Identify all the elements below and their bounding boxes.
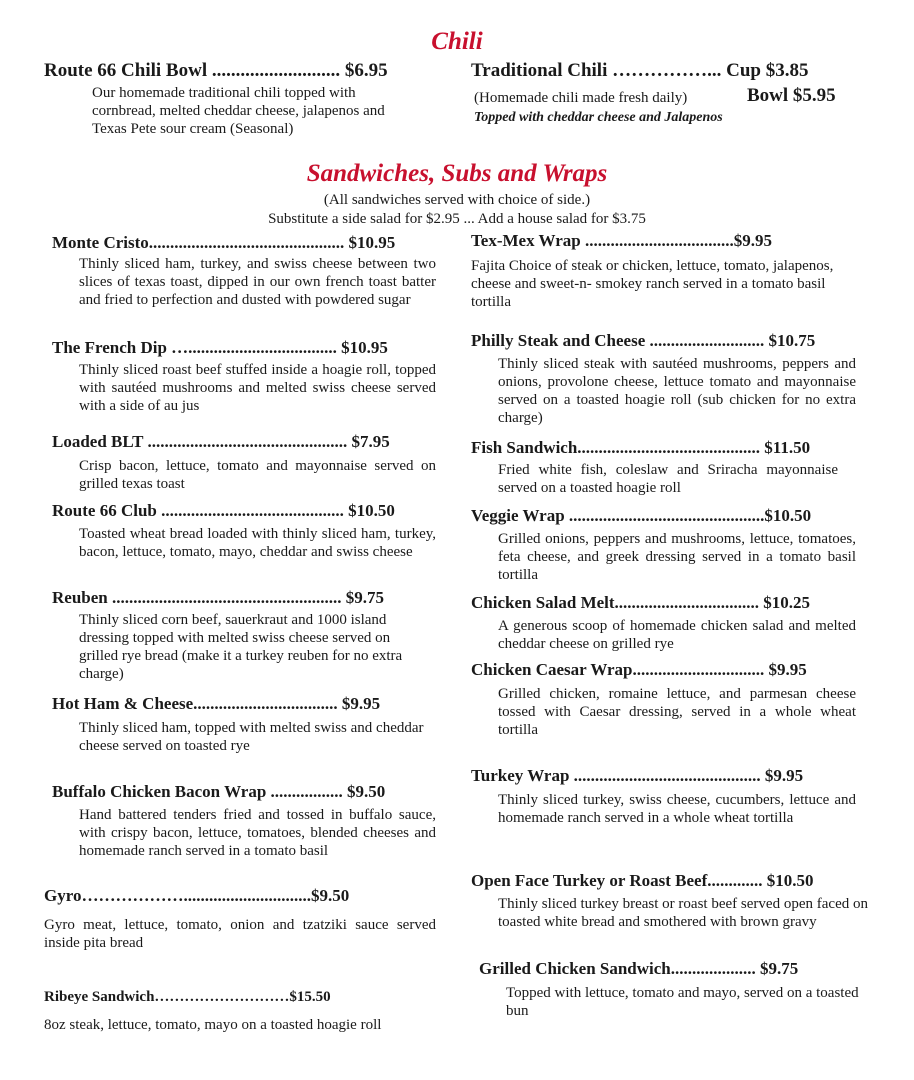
menu-item-desc: 8oz steak, lettuce, tomato, mayo on a toasted hoagie roll xyxy=(44,1017,382,1033)
menu-item-title: Loaded BLT ............................................... $7.95 xyxy=(52,432,390,451)
traditional-chili-bowl-price: Bowl $5.95 xyxy=(747,85,836,106)
menu-item-title: Fish Sandwich........................................... $11.50 xyxy=(471,438,811,457)
menu-item-desc: Crisp bacon, lettuce, tomato and mayonnaise served on grilled texas toast xyxy=(79,458,436,492)
menu-item-title: Ribeye Sandwich………………………$15.50 xyxy=(44,989,331,1005)
menu-item-title: Turkey Wrap ............................................ $9.95 xyxy=(471,766,804,785)
menu-item-desc: Topped with lettuce, tomato and mayo, served on a toasted bun xyxy=(506,985,859,1019)
traditional-chili-title: Traditional Chili ……………... Cup $3.85 xyxy=(471,60,809,81)
menu-item-desc: Thinly sliced roast beef stuffed inside a hoagie roll, topped with sautéed mushrooms and melted swiss cheese served with a side of au jus xyxy=(79,362,436,414)
menu-item-desc: Grilled onions, peppers and mushrooms, lettuce, tomatoes, feta cheese, and greek dressing served in a tomato basil tortilla xyxy=(498,531,856,583)
menu-item-title: Tex-Mex Wrap ...................................$9.95 xyxy=(471,231,772,250)
menu-item-desc: Thinly sliced ham, topped with melted swiss and cheddar cheese served on toasted rye xyxy=(79,720,424,754)
menu-item-desc: Grilled chicken, romaine lettuce, and parmesan cheese tossed with Caesar dressing, served in a whole wheat tortilla xyxy=(498,686,856,738)
route66-chili-desc: Our homemade traditional chili topped with cornbread, melted cheddar cheese, jalapenos and Texas Pete sour cream (Seasonal) xyxy=(92,85,385,137)
menu-item-desc: Thinly sliced steak with sautéed mushrooms, peppers and onions, provolone cheese, lettuce tomato and mayonnaise served on a toasted hoagie roll (sub chicken for no extra charge) xyxy=(498,356,856,426)
menu-item-title: Reuben ...................................................... $9.75 xyxy=(52,588,384,607)
menu-item-desc: Thinly sliced corn beef, sauerkraut and 1000 island dressing topped with melted swiss cheese served on grilled rye bread (make it a turkey reuben for no extra charge) xyxy=(79,612,403,682)
menu-item-desc: Gyro meat, lettuce, tomato, onion and tzatziki sauce served inside pita bread xyxy=(44,917,436,951)
menu-item-title: Route 66 Club ........................................... $10.50 xyxy=(52,501,395,520)
sandwiches-note-side: (All sandwiches served with choice of side.) xyxy=(323,192,591,208)
menu-item-title: Gyro………………..............................$9.50 xyxy=(44,886,350,905)
menu-item-title: Veggie Wrap ..............................................$10.50 xyxy=(471,506,812,525)
menu-item-desc: Hand battered tenders fried and tossed in buffalo sauce, with crispy bacon, lettuce, tomatoes, blended cheeses and homemade ranch served in a tomato basil xyxy=(79,807,436,859)
menu-item-title: Chicken Caesar Wrap............................... $9.95 xyxy=(471,660,807,679)
menu-item-title: Open Face Turkey or Roast Beef............. $10.50 xyxy=(471,871,814,890)
menu-item-desc: Fajita Choice of steak or chicken, lettuce, tomato, jalapenos, cheese and sweet-n- smokey ranch served in a tomato basil tortilla xyxy=(471,258,834,310)
menu-item-title: Grilled Chicken Sandwich.................... $9.75 xyxy=(479,959,799,978)
sandwiches-heading: Sandwiches, Subs and Wraps xyxy=(306,160,608,187)
menu-item-title: Hot Ham & Cheese.................................. $9.95 xyxy=(52,694,381,713)
traditional-chili-topped: Topped with cheddar cheese and Jalapenos xyxy=(474,110,723,125)
menu-item-title: Buffalo Chicken Bacon Wrap ................. $9.50 xyxy=(52,782,386,801)
menu-item-title: Philly Steak and Cheese ........................... $10.75 xyxy=(471,331,816,350)
menu-item-desc: Thinly sliced ham, turkey, and swiss cheese between two slices of texas toast, dipped in our own french toast batter and fried to perfection and dusted with powdered sugar xyxy=(79,256,436,308)
menu-item-title: Monte Cristo.............................................. $10.95 xyxy=(52,233,396,252)
menu-item-desc: Toasted wheat bread loaded with thinly sliced ham, turkey, bacon, lettuce, tomato, mayo, cheddar and swiss cheese xyxy=(79,526,436,560)
menu-item-desc: Thinly sliced turkey, swiss cheese, cucumbers, lettuce and homemade ranch served in a whole wheat tortilla xyxy=(498,792,856,826)
menu-item-desc: Fried white fish, coleslaw and Sriracha mayonnaise served on a toasted hoagie roll xyxy=(498,462,838,496)
traditional-chili-desc: (Homemade chili made fresh daily) xyxy=(474,90,688,106)
chili-heading: Chili xyxy=(431,28,483,55)
menu-item-title: Chicken Salad Melt.................................. $10.25 xyxy=(471,593,811,612)
sandwiches-note-salad: Substitute a side salad for $2.95 ... Add a house salad for $3.75 xyxy=(268,211,646,227)
menu-item-desc: Thinly sliced turkey breast or roast beef served open faced on toasted white bread and smothered with brown gravy xyxy=(498,896,868,930)
menu-item-desc: A generous scoop of homemade chicken salad and melted cheddar cheese on grilled rye xyxy=(498,618,856,652)
route66-chili-title: Route 66 Chili Bowl ........................... $6.95 xyxy=(44,60,388,81)
menu-item-title: The French Dip …................................... $10.95 xyxy=(52,338,388,357)
